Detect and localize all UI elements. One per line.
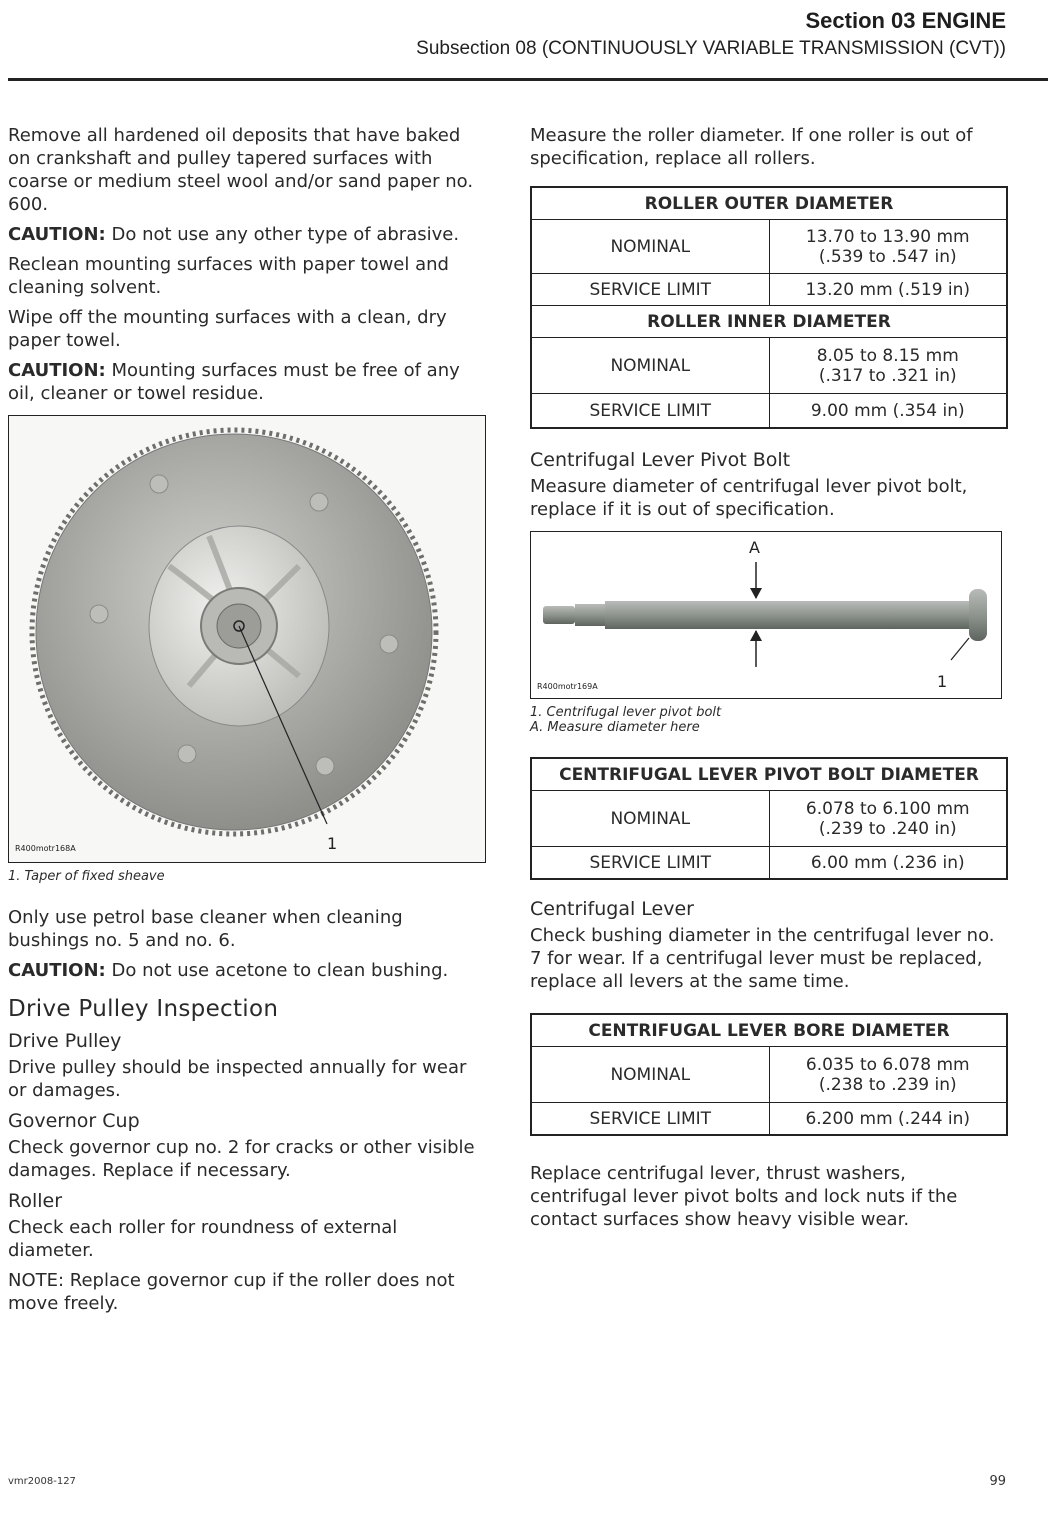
table-header: ROLLER OUTER DIAMETER <box>532 188 1007 220</box>
heading-roller: Roller <box>8 1190 63 1212</box>
figure-callout-a: A <box>749 538 760 557</box>
bolt-thread <box>543 606 575 624</box>
row-label: SERVICE LIMIT <box>532 394 770 428</box>
row-value: 13.20 mm (.519 in) <box>769 274 1007 306</box>
row-value <box>769 220 1007 274</box>
value-metric: 13.70 to 13.90 mm <box>805 226 970 247</box>
paragraph-governor-cup: Check governor cup no. 2 for cracks or other visible damages. Replace if necessary. <box>8 1137 475 1181</box>
value-imperial: (.238 to .239 in) <box>818 1074 957 1095</box>
caution-label: CAUTION: <box>8 360 106 381</box>
row-label: SERVICE LIMIT <box>532 1103 770 1135</box>
row-label: NOMINAL <box>532 338 770 394</box>
caution-label: CAUTION: <box>8 960 106 981</box>
figure-caption-1: 1. Centrifugal lever pivot bolt <box>530 705 722 720</box>
header-rule <box>8 78 1048 81</box>
footer-doc-code: vmr2008-127 <box>8 1476 76 1487</box>
table-header: ROLLER INNER DIAMETER <box>532 306 1007 338</box>
caution-mounting <box>8 359 486 405</box>
row-label: NOMINAL <box>532 791 770 847</box>
table-roller-diameter <box>530 186 1008 429</box>
table-row <box>532 791 1007 847</box>
paragraph-reclean: Reclean mounting surfaces with paper towel and cleaning solvent. <box>8 254 449 298</box>
heading-governor-cup: Governor Cup <box>8 1110 140 1132</box>
table-header-row <box>532 306 1007 338</box>
row-value: 9.00 mm (.354 in) <box>769 394 1007 428</box>
table-lever-bore-diameter <box>530 1013 1008 1136</box>
fixed-sheave-illustration <box>9 416 485 862</box>
bolt-head <box>969 589 987 641</box>
table-row <box>532 274 1007 306</box>
subsection-title: Subsection 08 (CONTINUOUSLY VARIABLE TRANSMISSION (CVT)) <box>416 38 1006 59</box>
table-header: CENTRIFUGAL LEVER BORE DIAMETER <box>532 1015 1007 1047</box>
caution-text: Mounting surfaces must be free of any oil, cleaner or towel residue. <box>8 360 460 404</box>
row-value <box>769 1047 1007 1103</box>
table-row <box>532 338 1007 394</box>
table-pivot-bolt-diameter <box>530 757 1008 880</box>
table-row <box>532 1103 1007 1135</box>
heading-drive-pulley-inspection: Drive Pulley Inspection <box>8 996 279 1022</box>
figure-caption-a: A. Measure diameter here <box>530 720 700 735</box>
row-value <box>769 791 1007 847</box>
caution-text: Do not use any other type of abrasive. <box>105 224 460 245</box>
table-header-row <box>532 188 1007 220</box>
figure-pivot-bolt <box>530 531 1002 699</box>
table-header-row <box>532 1015 1007 1047</box>
note-governor-cup: NOTE: Replace governor cup if the roller does not move freely. <box>8 1270 455 1314</box>
row-value <box>769 338 1007 394</box>
row-label: NOMINAL <box>532 220 770 274</box>
page-header <box>416 8 1006 60</box>
paragraph-petrol-cleaner: Only use petrol base cleaner when cleaning bushings no. 5 and no. 6. <box>8 907 403 951</box>
row-label: SERVICE LIMIT <box>532 847 770 879</box>
value-metric: 6.035 to 6.078 mm <box>805 1054 970 1075</box>
row-label: SERVICE LIMIT <box>532 274 770 306</box>
table-row <box>532 847 1007 879</box>
caution-text: Do not use acetone to clean bushing. <box>105 960 449 981</box>
figure-code: R400motr168A <box>15 844 76 853</box>
paragraph-pivot-bolt: Measure diameter of centrifugal lever pivot bolt, replace if it is out of specification. <box>530 476 968 520</box>
page-number: 99 <box>989 1474 1006 1489</box>
figure-fixed-sheave <box>8 415 486 863</box>
caution-acetone <box>8 959 486 982</box>
paragraph-centrifugal-lever: Check bushing diameter in the centrifugal lever no. 7 for wear. If a centrifugal lever must be replaced, replace all levers at the same time. <box>530 925 995 992</box>
value-metric: 8.05 to 8.15 mm <box>816 345 959 366</box>
paragraph-replace-levers: Replace centrifugal lever, thrust washers, centrifugal lever pivot bolts and lock nuts if the contact surfaces show heavy visible wear. <box>530 1163 958 1230</box>
section-title: Section 03 ENGINE <box>805 8 1006 33</box>
row-label: NOMINAL <box>532 1047 770 1103</box>
row-value: 6.200 mm (.244 in) <box>769 1103 1007 1135</box>
heading-centrifugal-lever: Centrifugal Lever <box>530 898 694 920</box>
value-imperial: (.239 to .240 in) <box>818 818 957 839</box>
figure-callout: 1 <box>327 834 338 853</box>
paragraph-drive-pulley: Drive pulley should be inspected annually for wear or damages. <box>8 1057 467 1101</box>
figure-caption: 1. Taper of fixed sheave <box>8 869 165 884</box>
value-metric: 6.078 to 6.100 mm <box>805 798 970 819</box>
left-column <box>8 124 486 1322</box>
table-row <box>532 394 1007 428</box>
table-header-row <box>532 759 1007 791</box>
table-header: CENTRIFUGAL LEVER PIVOT BOLT DIAMETER <box>532 759 1007 791</box>
caution-label: CAUTION: <box>8 224 106 245</box>
row-value: 6.00 mm (.236 in) <box>769 847 1007 879</box>
right-column <box>530 124 1008 1238</box>
paragraph-wipe: Wipe off the mounting surfaces with a clean, dry paper towel. <box>8 307 447 351</box>
paragraph-roller: Check each roller for roundness of external diameter. <box>8 1217 398 1261</box>
paragraph-measure-roller: Measure the roller diameter. If one roller is out of specification, replace all rollers. <box>530 125 973 169</box>
bolt-shank <box>605 601 975 629</box>
table-row <box>532 220 1007 274</box>
value-imperial: (.317 to .321 in) <box>818 365 957 386</box>
heading-pivot-bolt: Centrifugal Lever Pivot Bolt <box>530 449 791 471</box>
pivot-bolt-illustration <box>531 532 1001 698</box>
paragraph-remove-deposits: Remove all hardened oil deposits that have baked on crankshaft and pulley tapered surfaces with coarse or medium steel wool and/or sand paper no. 600. <box>8 125 474 215</box>
caution-abrasive <box>8 223 486 246</box>
figure-code: R400motr169A <box>537 682 598 691</box>
table-row <box>532 1047 1007 1103</box>
figure-callout-1: 1 <box>937 672 948 691</box>
heading-drive-pulley: Drive Pulley <box>8 1030 122 1052</box>
value-imperial: (.539 to .547 in) <box>818 246 957 267</box>
